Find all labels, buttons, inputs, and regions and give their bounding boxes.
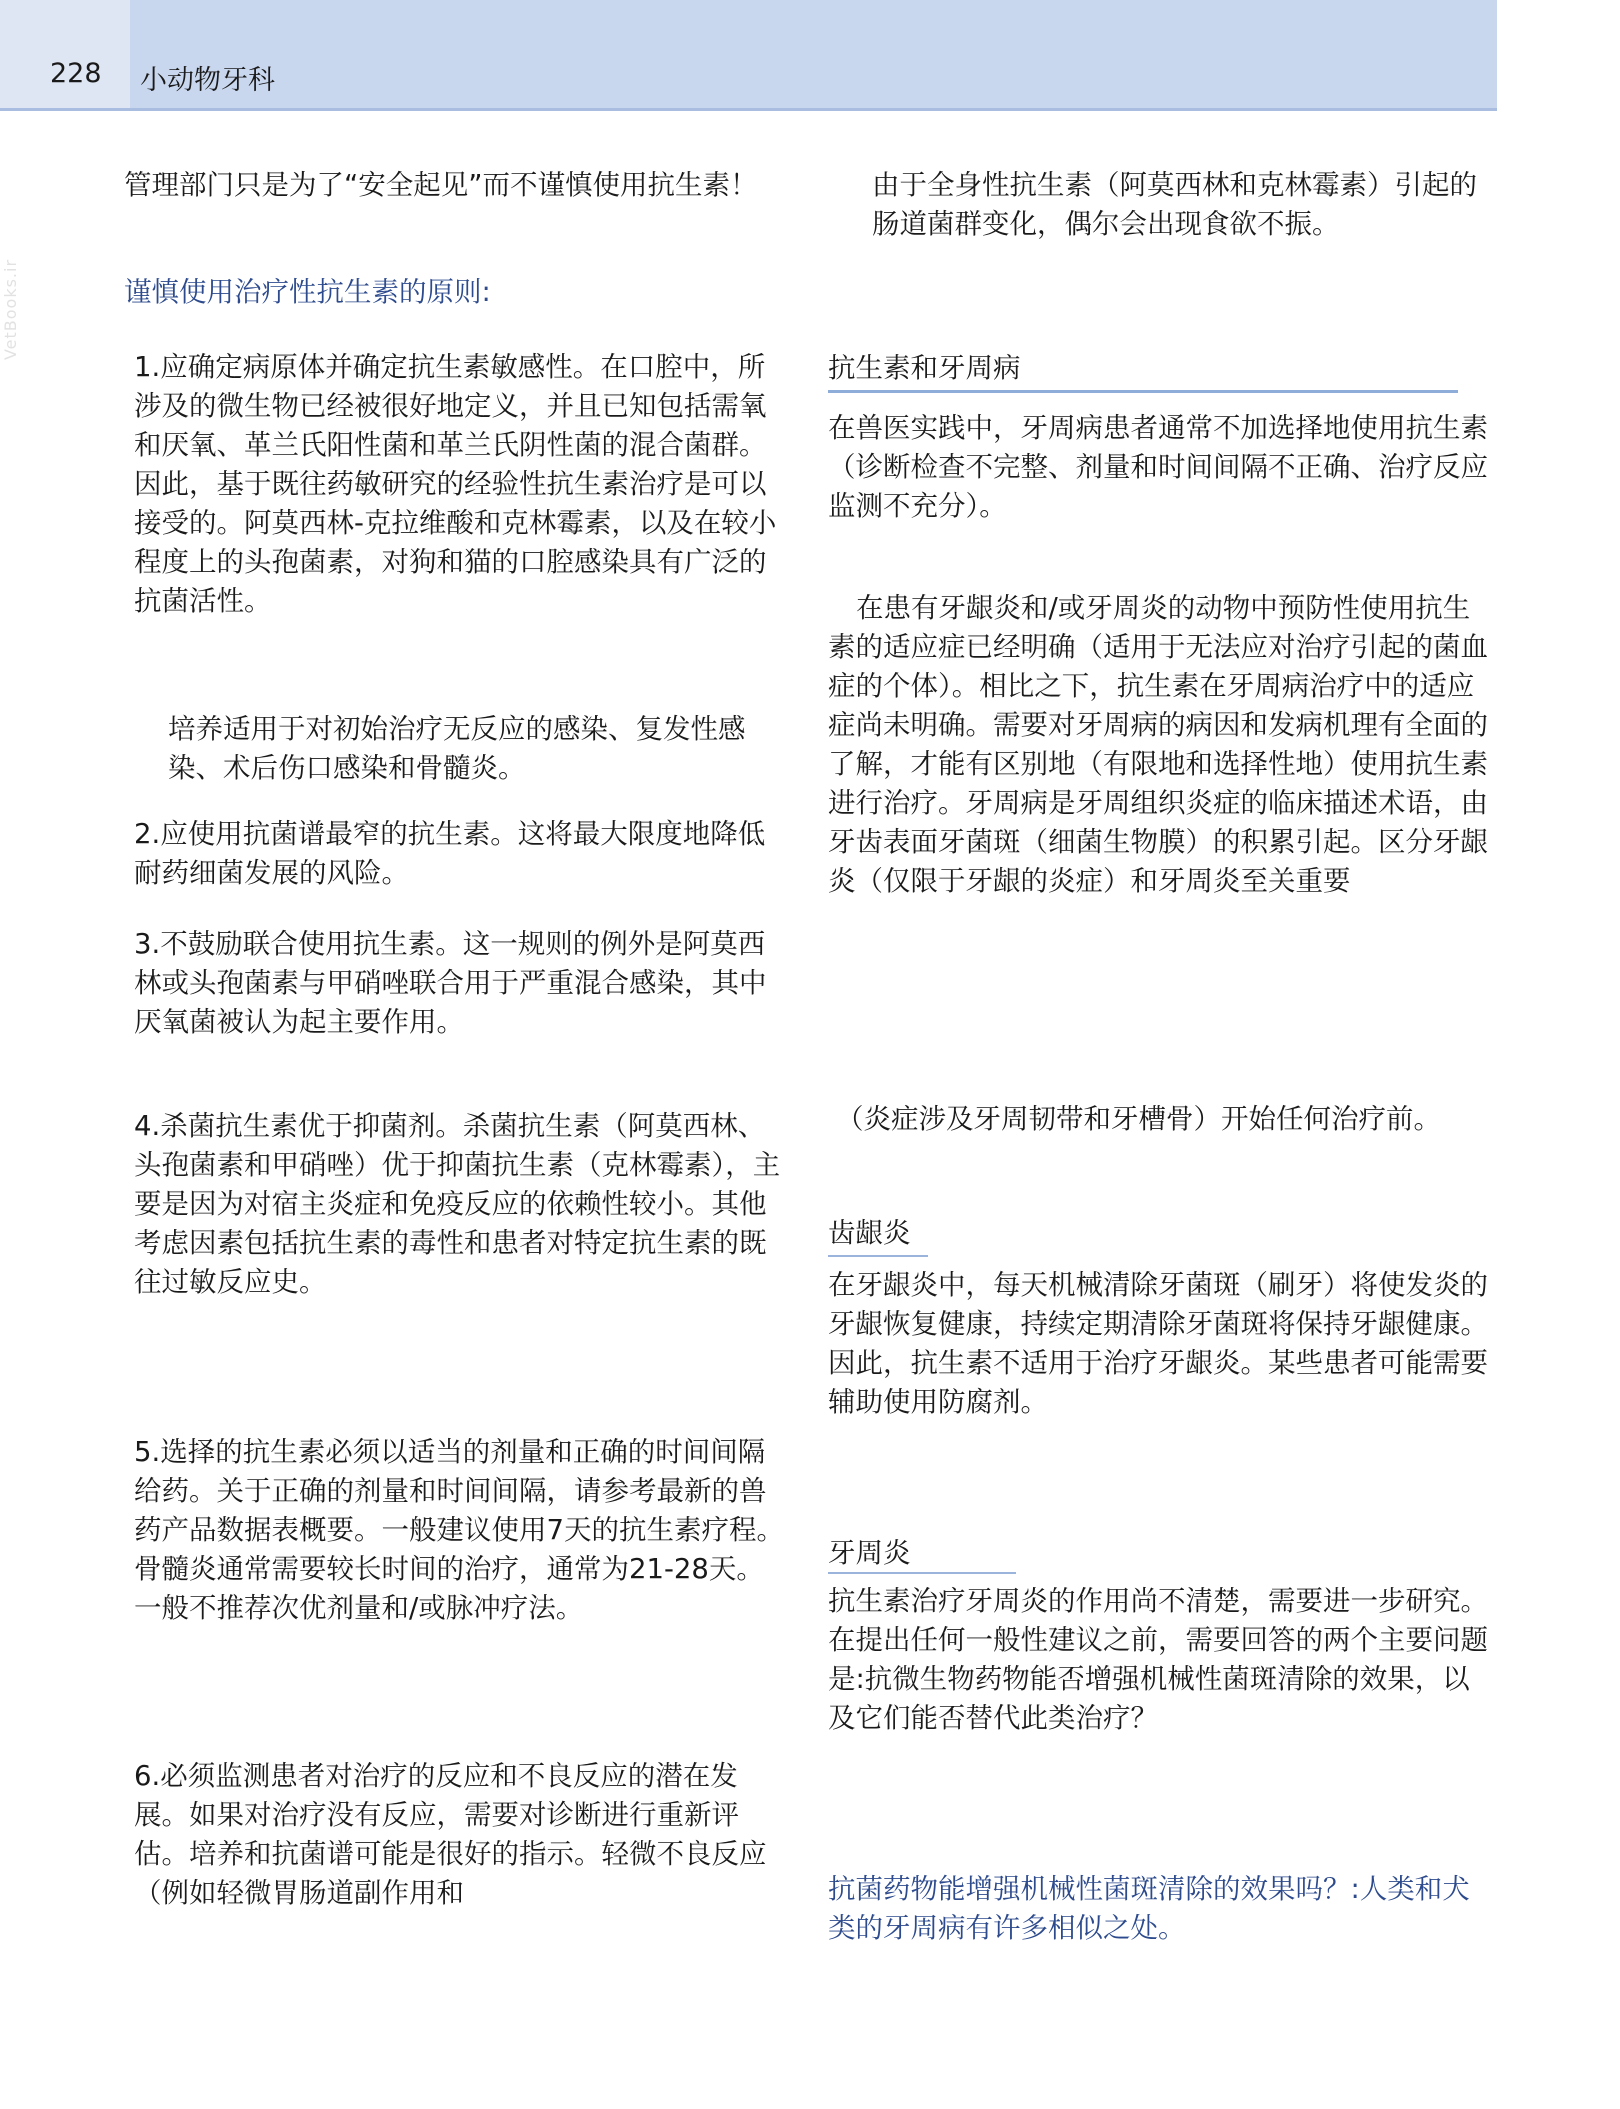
gingivitis-title: 齿龈炎 bbox=[828, 1217, 911, 1249]
culture-note: 培养适用于对初始治疗无反应的感染、复发性感染、术后伤口感染和骨髓炎。 bbox=[168, 713, 746, 784]
continuation-paragraph: 由于全身性抗生素（阿莫西林和克林霉素）引起的肠道菌群变化，偶尔会出现食欲不振。 bbox=[872, 169, 1477, 240]
principles-title: 谨慎使用治疗性抗生素的原则: bbox=[124, 276, 491, 308]
section-paragraph-2-continued: （炎症涉及牙周韧带和牙槽骨）开始任何治疗前。 bbox=[836, 1103, 1441, 1135]
principle-5: 5.选择的抗生素必须以适当的剂量和正确的时间间隔给药。关于正确的剂量和时间间隔，请参考最新的兽药产品数据表概要。一般建议使用7天的抗生素疗程。骨髓炎通常需要较长时间的治疗，通常为21-28天。一般不推荐次优剂量和/或脉冲疗法。 bbox=[134, 1436, 784, 1624]
section-title-rule bbox=[828, 390, 1458, 393]
section-paragraph-1: 在兽医实践中，牙周病患者通常不加选择地使用抗生素（诊断检查不完整、剂量和时间间隔不正确、治疗反应监测不充分）。 bbox=[828, 412, 1488, 522]
gingivitis-paragraph: 在牙龈炎中，每天机械清除牙菌斑（刷牙）将使发炎的牙龈恢复健康，持续定期清除牙菌斑将保持牙龈健康。因此，抗生素不适用于治疗牙龈炎。某些患者可能需要辅助使用防腐剂。 bbox=[828, 1269, 1488, 1418]
intro-tail-paragraph: 管理部门只是为了“安全起见”而不谨慎使用抗生素！ bbox=[124, 169, 758, 201]
principle-6: 6.必须监测患者对治疗的反应和不良反应的潜在发展。如果对治疗没有反应，需要对诊断进行重新评估。培养和抗菌谱可能是很好的指示。轻微不良反应（例如轻微胃肠道副作用和 bbox=[134, 1760, 767, 1909]
antimicrobial-question: 抗菌药物能增强机械性菌斑清除的效果吗？:人类和犬类的牙周病有许多相似之处。 bbox=[828, 1873, 1470, 1944]
watermark: VetBooks.ir bbox=[1, 258, 21, 361]
principle-4: 4.杀菌抗生素优于抑菌剂。杀菌抗生素（阿莫西林、头孢菌素和甲硝唑）优于抑菌抗生素（克林霉素），主要是因为对宿主炎症和免疫反应的依赖性较小。其他考虑因素包括抗生素的毒性和患者对特定抗生素的既往过敏反应史。 bbox=[134, 1110, 781, 1298]
gingivitis-title-rule bbox=[828, 1255, 928, 1257]
section-title-antibiotics-periodontal: 抗生素和牙周病 bbox=[828, 352, 1021, 384]
principle-3: 3.不鼓励联合使用抗生素。这一规则的例外是阿莫西林或头孢菌素与甲硝唑联合用于严重混合感染，其中厌氧菌被认为起主要作用。 bbox=[134, 928, 767, 1038]
section-paragraph-2: 在患有牙龈炎和/或牙周炎的动物中预防性使用抗生素的适应症已经明确（适用于无法应对治疗引起的菌血症的个体）。相比之下，抗生素在牙周病治疗中的适应症尚未明确。需要对牙周病的病因和发病机理有全面的了解，才能有区别地（有限地和选择性地）使用抗生素进行治疗。牙周病是牙周组织炎症的临床描述术语，由牙齿表面牙菌斑（细菌生物膜）的积累引起。区分牙龈炎（仅限于牙龈的炎症）和牙周炎至关重要 bbox=[828, 592, 1488, 897]
book-title: 小动物牙科 bbox=[140, 65, 275, 96]
periodontitis-title: 牙周炎 bbox=[828, 1537, 911, 1569]
principle-2: 2.应使用抗菌谱最窄的抗生素。这将最大限度地降低耐药细菌发展的风险。 bbox=[134, 818, 766, 889]
page-number-tab bbox=[0, 0, 130, 108]
periodontitis-paragraph: 抗生素治疗牙周炎的作用尚不清楚，需要进一步研究。在提出任何一般性建议之前，需要回答的两个主要问题是:抗微生物药物能否增强机械性菌斑清除的效果，以及它们能否替代此类治疗？ bbox=[828, 1585, 1488, 1734]
page-number: 228 bbox=[50, 58, 102, 89]
periodontitis-title-rule bbox=[828, 1572, 1016, 1574]
principle-1: 1.应确定病原体并确定抗生素敏感性。在口腔中，所涉及的微生物已经被很好地定义，并且已知包括需氧和厌氧、革兰氏阳性菌和革兰氏阴性菌的混合菌群。因此，基于既往药敏研究的经验性抗生素治疗是可以接受的。阿莫西林-克拉维酸和克林霉素，以及在较小程度上的头孢菌素，对狗和猫的口腔感染具有广泛的抗菌活性。 bbox=[134, 351, 777, 617]
